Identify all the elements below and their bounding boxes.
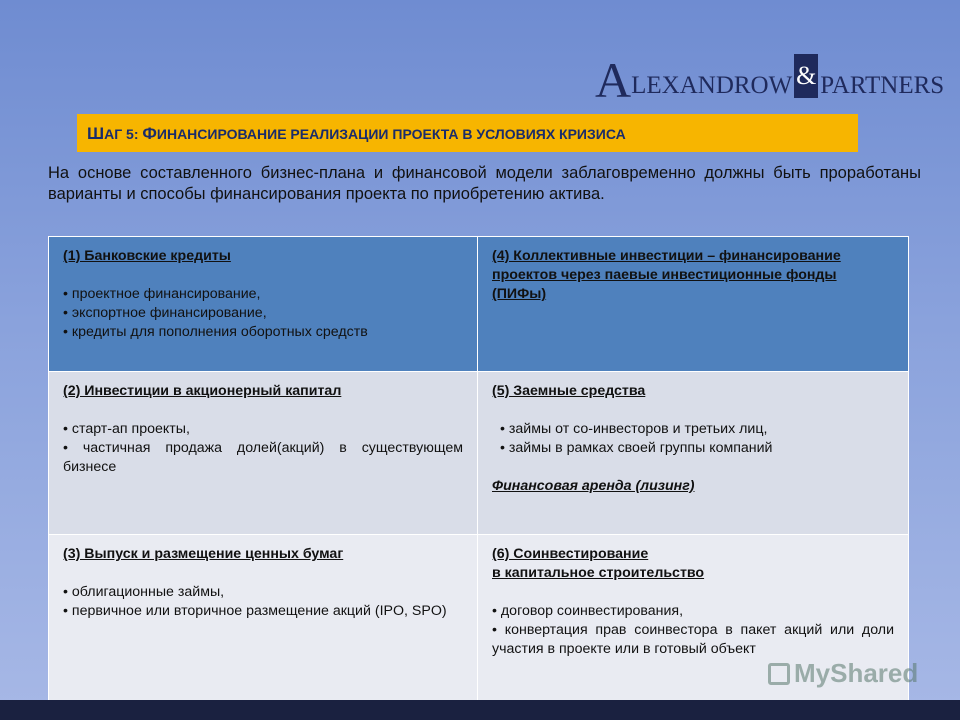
bottom-bar: [0, 700, 960, 720]
list-item: • займы от со-инвесторов и третьих лиц,: [500, 421, 768, 437]
title-cap-1: Ш: [87, 124, 105, 143]
title-cap-2: Ф: [142, 124, 157, 143]
cell-subheading: Финансовая аренда (лизинг): [492, 478, 695, 494]
cell-bank-loans: [49, 237, 478, 372]
cell-heading: (6) Соинвестирование: [492, 546, 649, 562]
logo-partners: PARTNERS: [820, 72, 945, 99]
list-item: • конвертация прав соинвестора в пакет акций или доли участия в проекте или в готовый объект: [492, 622, 894, 657]
cell-heading: (2) Инвестиции в акционерный капитал: [63, 383, 342, 399]
list-item: • частичная продажа долей(акций) в существующем бизнесе: [63, 440, 463, 475]
slide-title: [77, 114, 858, 152]
list-item: • экспортное финансирование,: [63, 305, 267, 321]
cell-heading: (3) Выпуск и размещение ценных бумаг: [63, 546, 344, 562]
title-part-1: АГ 5:: [104, 126, 143, 142]
table-row: [49, 237, 909, 372]
logo-lexandrow: LEXANDROW: [631, 72, 793, 99]
list-item: • проектное финансирование,: [63, 286, 261, 302]
watermark: [768, 658, 918, 689]
intro-paragraph: На основе составленного бизнес-плана и финансовой модели заблаговременно должны быть проработаны варианты и способы финансирования проекта по приобретению актива.: [48, 164, 921, 203]
list-item: • кредиты для пополнения оборотных средств: [63, 324, 368, 340]
list-item: • облигационные займы,: [63, 584, 225, 600]
financing-table: [48, 236, 909, 706]
cell-heading: (1) Банковские кредиты: [63, 248, 231, 264]
cell-heading: (4) Коллективные инвестиции – финансирование проектов через паевые инвестиционные фонды (ПИФы): [492, 248, 841, 302]
cell-securities: [49, 535, 478, 706]
list-item: • первичное или вторичное размещение акций (IPO, SPO): [63, 603, 447, 619]
cell-heading-line-2: в капитальное строительство: [492, 565, 705, 581]
table-row: [49, 372, 909, 535]
company-logo: [595, 52, 945, 108]
list-item: • займы в рамках своей группы компаний: [500, 440, 773, 456]
logo-letter-a: A: [595, 52, 632, 108]
cell-borrowed-funds: [478, 372, 909, 535]
watermark-text: MyShared: [794, 658, 919, 688]
cell-equity-investments: [49, 372, 478, 535]
list-item: • старт-ап проекты,: [63, 421, 190, 437]
title-part-2: ИНАНСИРОВАНИЕ РЕАЛИЗАЦИИ ПРОЕКТА В УСЛОВИЯХ КРИЗИСА: [156, 126, 626, 142]
list-item: • договор соинвестирования,: [492, 603, 684, 619]
cell-collective-investments: [478, 237, 909, 372]
logo-ampersand: &: [794, 54, 818, 98]
watermark-icon: [768, 663, 790, 685]
cell-heading: (5) Заемные средства: [492, 383, 646, 399]
